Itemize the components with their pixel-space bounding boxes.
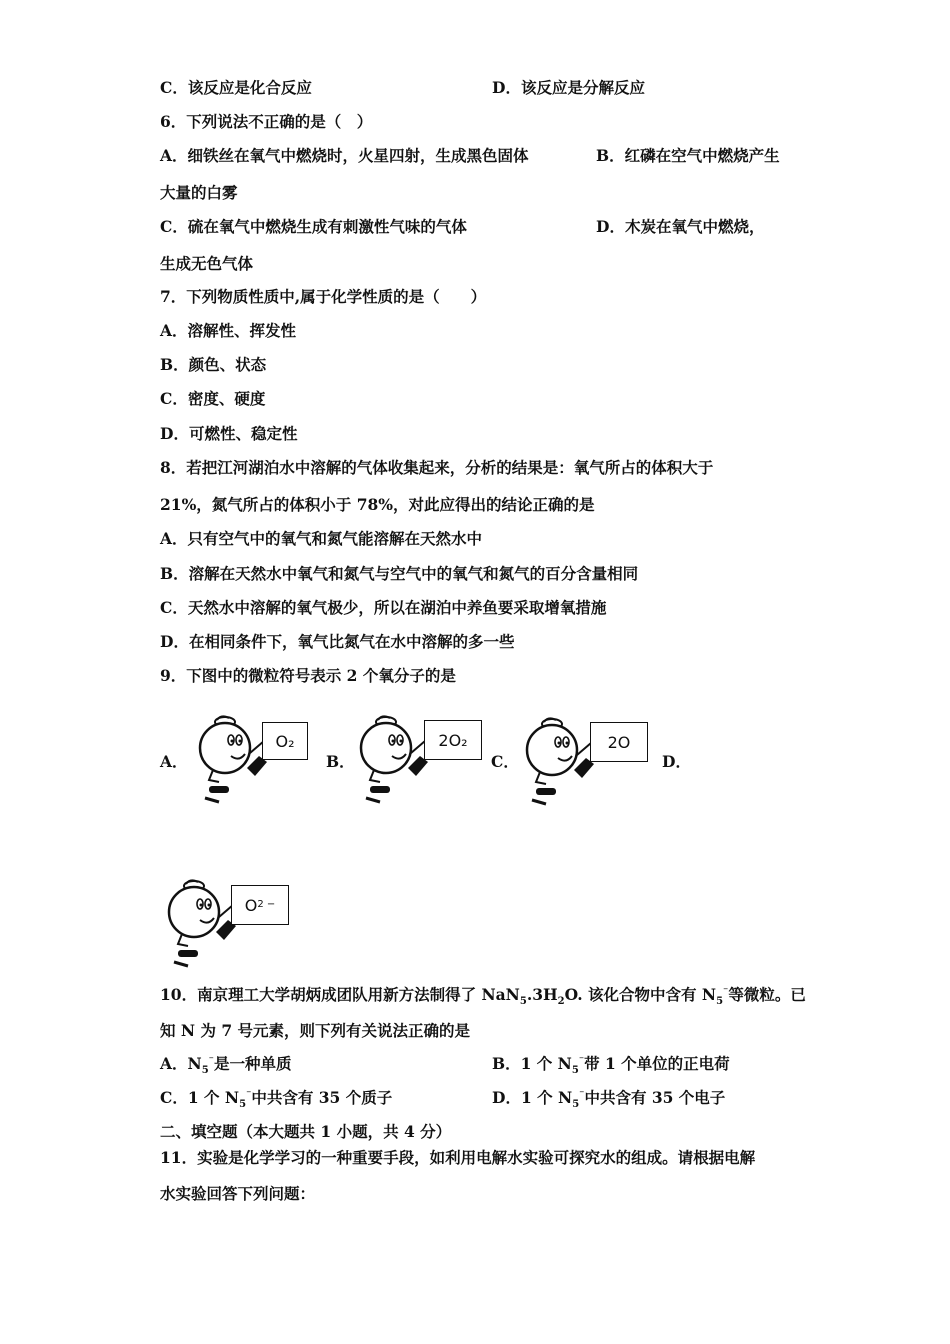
q10-opt-sub: 5 — [571, 1065, 579, 1077]
q8-option-d: D．在相同条件下，氧气比氮气在水中溶解的多一些 — [160, 632, 515, 651]
q9-sign-b: 2O₂ — [424, 720, 482, 760]
q10-opt-text: A．N — [160, 1054, 202, 1073]
q10-opt-sub: 5 — [572, 1099, 580, 1111]
q10-stem-sub: 2 — [557, 996, 565, 1008]
q10-opt-text: 带 1 个单位的正电荷 — [584, 1054, 730, 1073]
q6-option-d-cont: 生成无色气体 — [160, 254, 254, 273]
q10-opt-sup: ⁻ — [246, 1088, 252, 1100]
q10-opt-sup: ⁻ — [579, 1088, 585, 1100]
q7-option-c: C．密度、硬度 — [160, 389, 266, 408]
q8-option-b: B．溶解在天然水中氧气和氮气与空气中的氧气和氮气的百分含量相同 — [160, 564, 639, 583]
q10-stem-cont: 知 N 为 7 号元素，则下列有关说法正确的是 — [160, 1021, 471, 1040]
q7-option-d: D．可燃性、稳定性 — [160, 424, 298, 443]
q10-stem-part: 10．南京理工大学胡炳成团队用新方法制得了 NaN — [160, 985, 520, 1004]
q5-option-d: D．该反应是分解反应 — [492, 78, 645, 97]
q10-opt-text: 中共含有 35 个质子 — [251, 1088, 393, 1107]
q10-opt-sub: 5 — [201, 1065, 209, 1077]
q10-opt-sub: 5 — [239, 1099, 247, 1111]
q11-stem: 11．实验是化学学习的一种重要手段，如利用电解水实验可探究水的组成。请根据电解 — [160, 1148, 756, 1167]
q10-opt-text: 中共含有 35 个电子 — [584, 1088, 726, 1107]
q10-stem-part: .3H — [526, 985, 558, 1004]
q11-stem-cont: 水实验回答下列问题： — [160, 1184, 316, 1203]
q10-option-b — [492, 1054, 730, 1077]
q10-stem-part: 等微粒。已 — [728, 985, 806, 1004]
q8-option-a: A．只有空气中的氧气和氮气能溶解在天然水中 — [160, 529, 483, 548]
q9-sign-d: O 2 − — [231, 885, 289, 925]
q6-option-c: C．硫在氧气中燃烧生成有刺激性气味的气体 — [160, 217, 467, 236]
q10-stem-sub: 5 — [519, 996, 527, 1008]
q10-option-d — [492, 1088, 726, 1111]
q6-option-b-cont: 大量的白雾 — [160, 183, 238, 202]
q6-option-b: B．红磷在空气中燃烧产生 — [596, 146, 780, 165]
q9-sign-d-base: O — [244, 895, 258, 915]
q5-option-c: C．该反应是化合反应 — [160, 78, 312, 97]
q10-stem-sup: ⁻ — [723, 985, 729, 997]
q9-stem: 9．下图中的微粒符号表示 2 个氧分子的是 — [160, 666, 456, 685]
section-heading: 二、填空题（本大题共 1 小题，共 4 分） — [160, 1122, 452, 1141]
q6-option-d: D．木炭在氧气中燃烧， — [596, 217, 765, 236]
q8-stem-cont: 21%，氮气所占的体积小于 78%，对此应得出的结论正确的是 — [160, 495, 595, 514]
q10-opt-text: 是一种单质 — [213, 1054, 292, 1073]
q7-option-a: A．溶解性、挥发性 — [160, 321, 297, 340]
q10-opt-sup: ⁻ — [578, 1054, 585, 1066]
q8-option-c: C．天然水中溶解的氧气极少，所以在湖泊中养鱼要采取增氧措施 — [160, 598, 607, 617]
q10-option-c — [160, 1088, 393, 1111]
q9-sign-c: 2O — [590, 722, 648, 762]
q10-opt-text: D．1 个 N — [492, 1088, 573, 1107]
q7-option-b: B．颜色、状态 — [160, 355, 267, 374]
q10-option-a — [160, 1054, 292, 1077]
q6-option-a: A．细铁丝在氧气中燃烧时，火星四射，生成黑色固体 — [160, 146, 529, 165]
q9-label-a: A． — [160, 752, 188, 771]
q10-stem-sub: 5 — [716, 996, 724, 1008]
q9-label-d: D． — [662, 752, 691, 771]
q9-label-b: B． — [326, 752, 355, 771]
q9-label-c: C． — [491, 752, 519, 771]
q10-opt-text: C．1 个 N — [160, 1088, 240, 1107]
q10-stem — [160, 985, 806, 1008]
q6-stem: 6．下列说法不正确的是（ ） — [160, 112, 373, 131]
q10-opt-sup: ⁻ — [208, 1054, 214, 1066]
q8-stem: 8．若把江河湖泊水中溶解的气体收集起来，分析的结果是：氧气所占的体积大于 — [160, 458, 714, 477]
q10-opt-text: B．1 个 N — [492, 1054, 572, 1073]
q10-stem-part: O. 该化合物中含有 N — [564, 985, 717, 1004]
q9-sign-a: O₂ — [262, 722, 308, 760]
q7-stem: 7．下列物质性质中,属于化学性质的是（ ） — [160, 287, 487, 306]
